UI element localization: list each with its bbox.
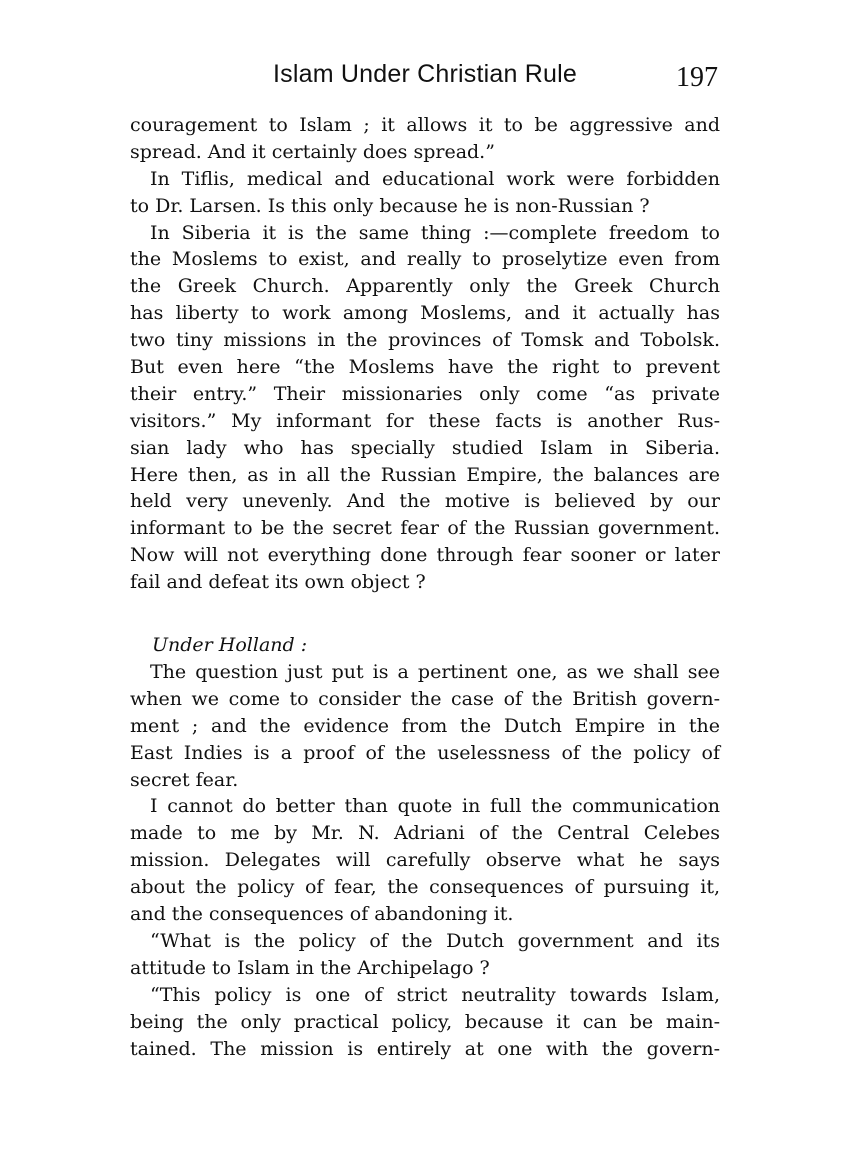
text-line: held very unevenly. And the motive is believed by our: [130, 490, 720, 513]
text-line: when we come to consider the case of the British govern-: [130, 687, 720, 710]
text-line: secret fear.: [130, 768, 239, 791]
text-line: Now will not everything done through fear sooner or later: [130, 544, 720, 567]
text-line: tained. The mission is entirely at one with the govern-: [130, 1037, 720, 1060]
text-line: two tiny missions in the provinces of Tomsk and Tobolsk.: [130, 329, 720, 352]
text-line: their entry.” Their missionaries only come “as private: [130, 382, 720, 405]
text-line: ment ; and the evidence from the Dutch Empire in the: [130, 714, 720, 737]
text-line: Here then, as in all the Russian Empire, the balances are: [130, 463, 720, 486]
page-number: 197: [676, 62, 718, 93]
text-line: The question just put is a pertinent one, as we shall see: [150, 661, 720, 684]
text-line: “This policy is one of strict neutrality towards Islam,: [150, 983, 720, 1006]
text-line: But even here “the Moslems have the right to prevent: [130, 356, 720, 379]
text-line: East Indies is a proof of the uselessness of the policy of: [130, 741, 720, 764]
section-heading: Under Holland :: [152, 634, 308, 657]
text-line: In Siberia it is the same thing :—complete freedom to: [150, 221, 720, 244]
paragraph: [130, 659, 720, 793]
text-line: being the only practical policy, because it can be main-: [130, 1010, 720, 1033]
paragraph: [130, 928, 720, 982]
running-head-title: Islam Under Christian Rule: [273, 60, 577, 88]
text-line: I cannot do better than quote in full the communication: [150, 795, 720, 818]
paragraph: [130, 982, 720, 1063]
text-line: “What is the policy of the Dutch government and its: [150, 929, 720, 952]
paragraph: [130, 166, 720, 220]
text-line: to Dr. Larsen. Is this only because he is non-Russian ?: [130, 194, 650, 217]
text-line: the Greek Church. Apparently only the Greek Church: [130, 275, 720, 298]
text-line: fail and defeat its own object ?: [130, 571, 426, 594]
text-line: made to me by Mr. N. Adriani of the Central Celebes: [130, 822, 720, 845]
text-line: In Tiflis, medical and educational work were forbidden: [150, 167, 720, 190]
text-line: about the policy of fear, the consequences of pursuing it,: [130, 876, 720, 899]
text-line: attitude to Islam in the Archipelago ?: [130, 956, 490, 979]
paragraph: [130, 220, 720, 596]
running-head: [130, 60, 720, 94]
paragraph: [130, 793, 720, 927]
body-text: [130, 112, 720, 1062]
text-line: spread. And it certainly does spread.”: [130, 140, 495, 163]
paragraph: [130, 112, 720, 166]
text-line: visitors.” My informant for these facts is another Rus-: [130, 409, 720, 432]
text-line: couragement to Islam ; it allows it to be aggressive and: [130, 114, 720, 136]
section-spacer: [130, 596, 720, 632]
text-line: mission. Delegates will carefully observe what he says: [130, 849, 720, 872]
text-line: has liberty to work among Moslems, and it actually has: [130, 302, 720, 325]
text-line: and the consequences of abandoning it.: [130, 903, 514, 926]
text-line: sian lady who has specially studied Islam in Siberia.: [130, 436, 720, 459]
text-line: informant to be the secret fear of the Russian government.: [130, 517, 720, 540]
text-line: the Moslems to exist, and really to proselytize even from: [130, 248, 720, 271]
